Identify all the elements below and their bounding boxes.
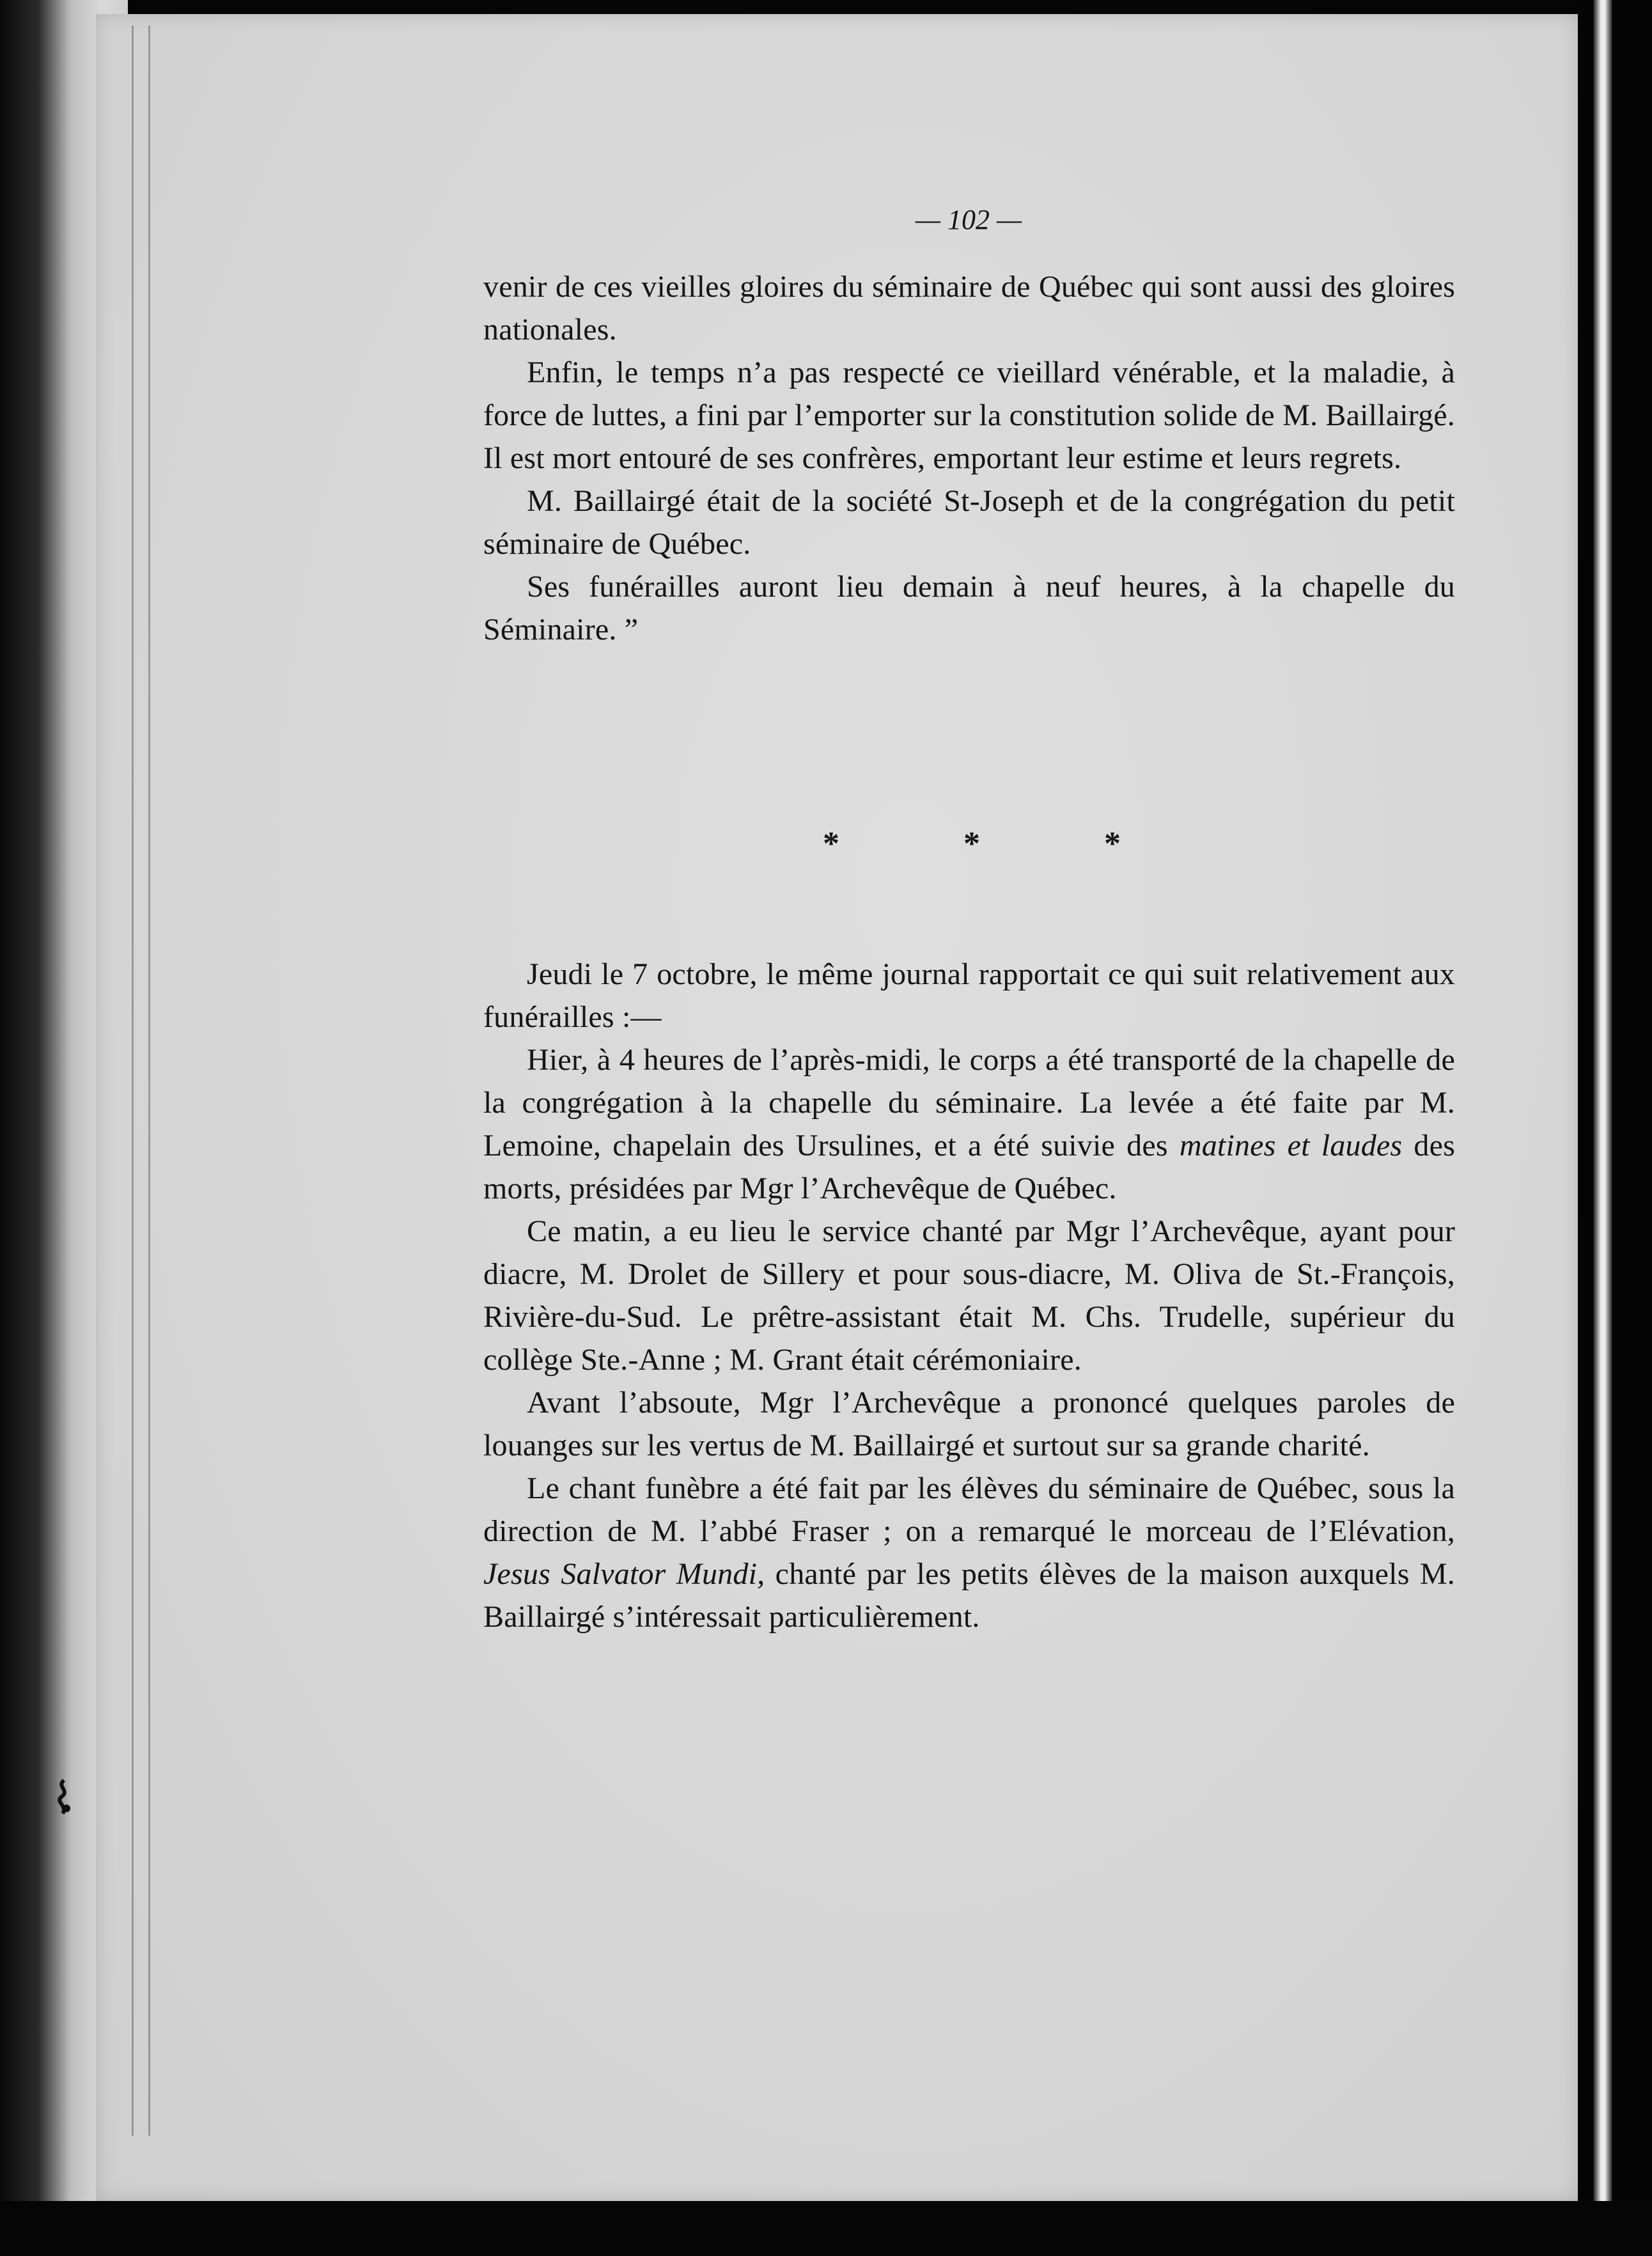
paragraph: venir de ces vieilles gloires du séminaire de Québec qui sont aussi des gloires nationales. <box>483 270 1455 347</box>
scan-bottom-border <box>0 2201 1652 2256</box>
paragraph <box>483 1467 1455 1638</box>
star-ornament: * <box>963 826 980 862</box>
star-ornament: * <box>1104 826 1121 862</box>
paragraph-text: chanté par les petits élèves de la maison auxquels M. Baillairgé s’intéressait particulièrement. <box>483 1557 1455 1634</box>
italic-phrase: matines et laudes <box>1179 1129 1403 1163</box>
margin-mark-icon <box>51 1778 77 1816</box>
text-section-1 <box>483 265 1455 651</box>
paragraph: M. Baillairgé était de la société St-Joseph et de la congrégation du petit séminaire de Québec. <box>483 484 1455 561</box>
paragraph: Ses funérailles auront lieu demain à neuf heures, à la chapelle du Séminaire. ” <box>483 570 1455 646</box>
page-edge-line <box>148 26 150 2136</box>
paragraph-text: des morts, présidées par Mgr l’Archevêque de Québec. <box>483 1129 1455 1205</box>
text-section-2 <box>483 953 1455 1638</box>
section-separator <box>812 825 1132 863</box>
paragraph: Avant l’absoute, Mgr l’Archevêque a prononcé quelques paroles de louanges sur les vertus de M. Baillairgé et surtout sur sa grande charité. <box>483 1386 1455 1462</box>
scan-right-strip <box>1593 0 1612 2256</box>
paragraph: Ce matin, a eu lieu le service chanté par Mgr l’Archevêque, ayant pour diacre, M. Drolet de Sillery et pour sous-diacre, M. Oliva de St.-François, Rivière-du-Sud. Le prêtre-assistant était M. Chs. Trudelle, supérieur du collège Ste.-Anne ; M. Grant était cérémoniaire. <box>483 1214 1455 1377</box>
scan-right-border <box>1578 0 1652 2256</box>
italic-phrase: Jesus Salvator Mundi, <box>483 1557 765 1591</box>
paragraph-text: Le chant funèbre a été fait par les élèves du séminaire de Québec, sous la direction de M. l’abbé Fraser ; on a remarqué le morceau de l’Elévation, <box>483 1471 1455 1548</box>
page-number: — 102 — <box>915 204 1022 235</box>
star-ornament: * <box>823 826 839 862</box>
paragraph <box>483 1038 1455 1210</box>
paragraph: Jeudi le 7 octobre, le même journal rapportait ce qui suit relativement aux funérailles :— <box>483 957 1455 1034</box>
page-edge-line <box>132 26 134 2136</box>
margin-mark-icon <box>51 1778 77 1816</box>
paragraph-text: Hier, à 4 heures de l’après-midi, le corps a été transporté de la chapelle de la congrégation à la chapelle du séminaire. La levée a été faite par M. Lemoine, chapelain des Ursulines, et a été suivie des <box>483 1043 1455 1163</box>
paragraph: Enfin, le temps n’a pas respecté ce vieillard vénérable, et la maladie, à force de luttes, a fini par l’emporter sur la constitution solide de M. Baillairgé. Il est mort entouré de ses confrères, emportant leur estime et leurs regrets. <box>483 356 1455 475</box>
